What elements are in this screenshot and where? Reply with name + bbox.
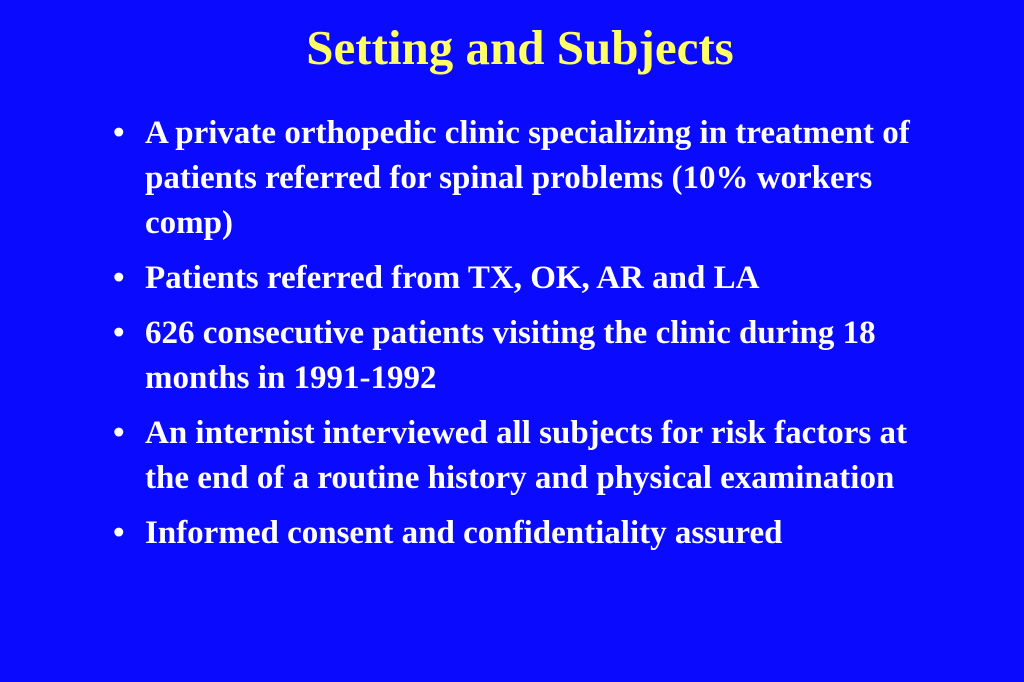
bullet-text: A private orthopedic clinic specializing in treatment of patients referred for spinal problems (10% workers comp) (145, 115, 910, 241)
bullet-text: An internist interviewed all subjects for risk factors at the end of a routine history and physical examination (145, 415, 907, 496)
bullet-icon: • (113, 260, 125, 296)
bullet-text: Patients referred from TX, OK, AR and LA (145, 260, 760, 296)
bullet-icon: • (113, 515, 125, 551)
bullet-item-1 (110, 111, 910, 246)
bullet-text: 626 consecutive patients visiting the clinic during 18 months in 1991-1992 (145, 315, 876, 396)
bullet-item-5 (110, 511, 910, 556)
bullet-item-2 (110, 256, 910, 301)
bullet-item-3 (110, 311, 910, 401)
bullet-icon: • (113, 315, 125, 351)
bullet-text: Informed consent and confidentiality assured (145, 515, 783, 551)
bullet-icon: • (113, 415, 125, 451)
bullet-item-4 (110, 411, 910, 501)
bullet-list (110, 111, 910, 566)
slide-title: Setting and Subjects (306, 20, 734, 75)
bullet-icon: • (113, 115, 125, 151)
